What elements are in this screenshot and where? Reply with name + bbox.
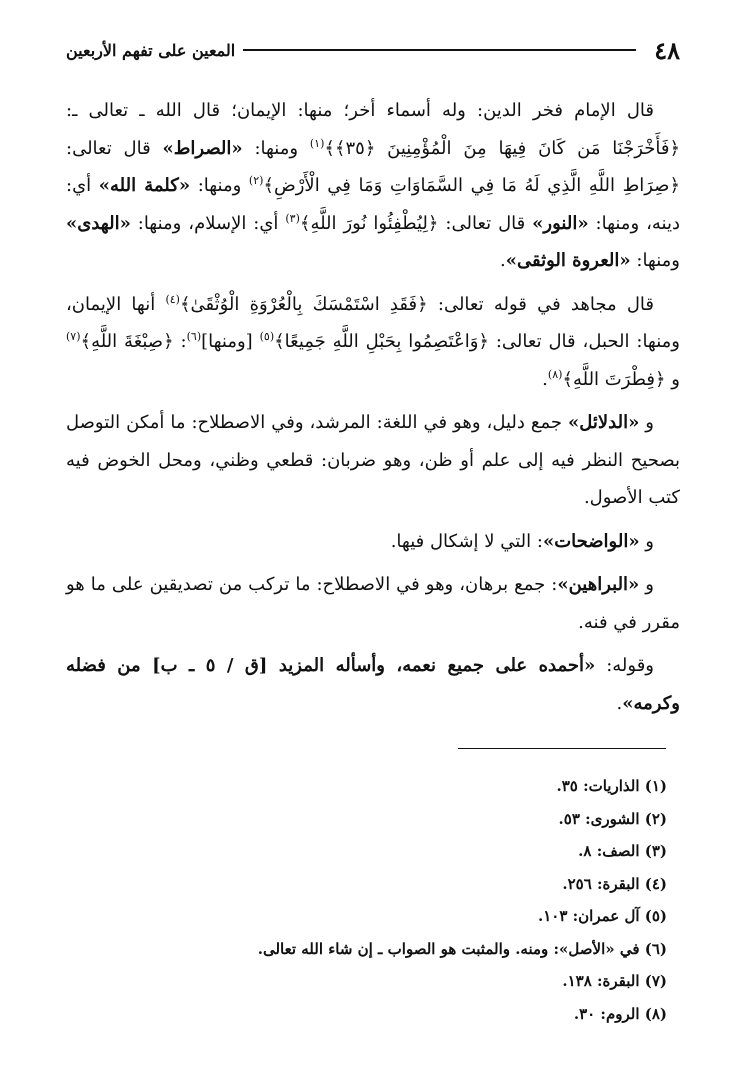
footnote-7: (٧) البقرة: ١٣٨. <box>562 972 667 990</box>
footnote-1: (١) الذاريات: ٣٥. <box>556 777 667 795</box>
text-run: و <box>639 574 654 595</box>
footnotes <box>107 770 667 1030</box>
footnote-ref: (١) <box>309 136 325 150</box>
paragraph-6 <box>66 647 680 722</box>
bold-term: «أحمده على جميع نعمه، وأسأله المزيد [ق / ٥ ـ ب] من فضله وكرمه» <box>66 655 680 714</box>
text-run: ومنها: <box>190 175 249 196</box>
quran-quote: ﴿صِبْغَةَ اللَّهِ﴾ <box>80 331 174 352</box>
footnote-ref: (٢) <box>248 174 264 187</box>
quran-quote: ﴿فِطْرَتَ اللَّهِ﴾ <box>562 368 666 390</box>
book-title: المعين على تفهم الأربعين <box>66 40 236 60</box>
text-run: قال الإمام فخر الدين: وله أسماء أخر؛ منها: الإيمان؛ قال الله ـ تعالى ـ: <box>66 100 654 121</box>
footnote-6: (٦) في «الأصل»: ومنه. والمثبت هو الصواب ـ إن شاء الله تعالى. <box>257 939 667 958</box>
bold-term: «النور» <box>532 212 589 234</box>
bold-term: «كلمة الله» <box>98 175 191 196</box>
footnote-3: (٣) الصف: ٨. <box>578 842 667 860</box>
footnote-8: (٨) الروم: ٣٠. <box>573 1004 667 1023</box>
footnote-ref: (٤) <box>165 292 180 306</box>
text-run: . <box>542 368 548 390</box>
text-run: ومنها: <box>630 250 680 271</box>
footnote-ref: (٣) <box>285 211 300 225</box>
text-run: . <box>616 692 623 714</box>
text-run: : التي لا إشكال فيها. <box>390 530 543 552</box>
text-run: وقوله: <box>595 655 654 676</box>
page-number: ٤٨ <box>654 35 680 65</box>
bold-term: «البراهين» <box>557 574 640 595</box>
text-run: و <box>639 530 654 552</box>
quran-quote: ﴿لِيُطْفِئُوا نُورَ اللَّهِ﴾ <box>299 212 439 234</box>
paragraph-2 <box>66 286 680 399</box>
text-run: قال مجاهد في قوله تعالى: <box>427 293 654 315</box>
paragraph-5 <box>66 566 680 641</box>
text-run: قال تعالى: <box>66 137 163 159</box>
footnote-ref: (٥) <box>259 330 275 343</box>
text-run: [ومنها] <box>201 331 260 352</box>
paragraph-3 <box>66 404 680 517</box>
text-run: : <box>173 331 187 352</box>
quran-quote: ﴿فَقَدِ اسْتَمْسَكَ بِالْعُرْوَةِ الْوُثْقَىٰ﴾ <box>179 293 428 315</box>
main-text <box>66 92 680 728</box>
paragraph-1 <box>66 92 680 280</box>
bold-term: «الواضحات» <box>542 530 640 552</box>
footnote-4: (٤) البقرة: ٢٥٦. <box>562 874 667 893</box>
quran-quote: ﴿صِرَاطِ اللَّهِ الَّذِي لَهُ مَا فِي السَّمَاوَاتِ وَمَا فِي الْأَرْضِ﴾ <box>263 175 680 196</box>
footnote-separator <box>458 748 666 749</box>
text-run: و <box>665 368 680 390</box>
footnote-ref: (٧) <box>66 330 81 343</box>
bold-term: «العروة الوثقى» <box>505 250 631 271</box>
footnote-2: (٢) الشورى: ٥٣. <box>558 809 667 828</box>
footnote-ref: (٦) <box>186 330 202 343</box>
text-run: : جمع برهان، وهو في الاصطلاح: ما تركب من تصديقين على ما هو مقرر في فنه. <box>66 574 680 633</box>
bold-term: «الهدى» <box>66 212 131 234</box>
quran-quote: ﴿فَأَخْرَجْنَا مَن كَانَ فِيهَا مِنَ الْمُؤْمِنِينَ ﴿٣٥﴾﴾ <box>324 137 680 159</box>
text-run: أي: الإسلام، ومنها: <box>130 212 286 234</box>
text-run: . <box>500 250 506 271</box>
text-run: و <box>639 412 655 433</box>
bold-term: «الصراط» <box>162 137 243 159</box>
text-run: أنها الإيمان، ومنها: الحبل، قال تعالى: <box>66 293 680 352</box>
text-run: جمع دليل، وهو في اللغة: المرشد، وفي الاصطلاح: ما أمكن التوصل بصحيح النظر فيه إلى علم أو ظن، وهو ضربان: قطعي وظني، ومحل الخوض فيه كتب الأصول. <box>66 412 680 508</box>
footnote-5: (٥) آل عمران: ١٠٣. <box>537 907 667 925</box>
quran-quote: ﴿وَاعْتَصِمُوا بِحَبْلِ اللَّهِ جَمِيعًا﴾ <box>274 331 489 352</box>
text-run: أي: دينه، ومنها: <box>66 175 680 234</box>
running-head <box>66 34 680 66</box>
paragraph-4 <box>66 523 680 561</box>
text-run: قال تعالى: <box>438 212 533 234</box>
bold-term: «الدلائل» <box>567 412 640 433</box>
text-run: ومنها: <box>242 137 310 159</box>
footnote-ref: (٨) <box>547 367 563 381</box>
header-rule <box>243 49 636 51</box>
